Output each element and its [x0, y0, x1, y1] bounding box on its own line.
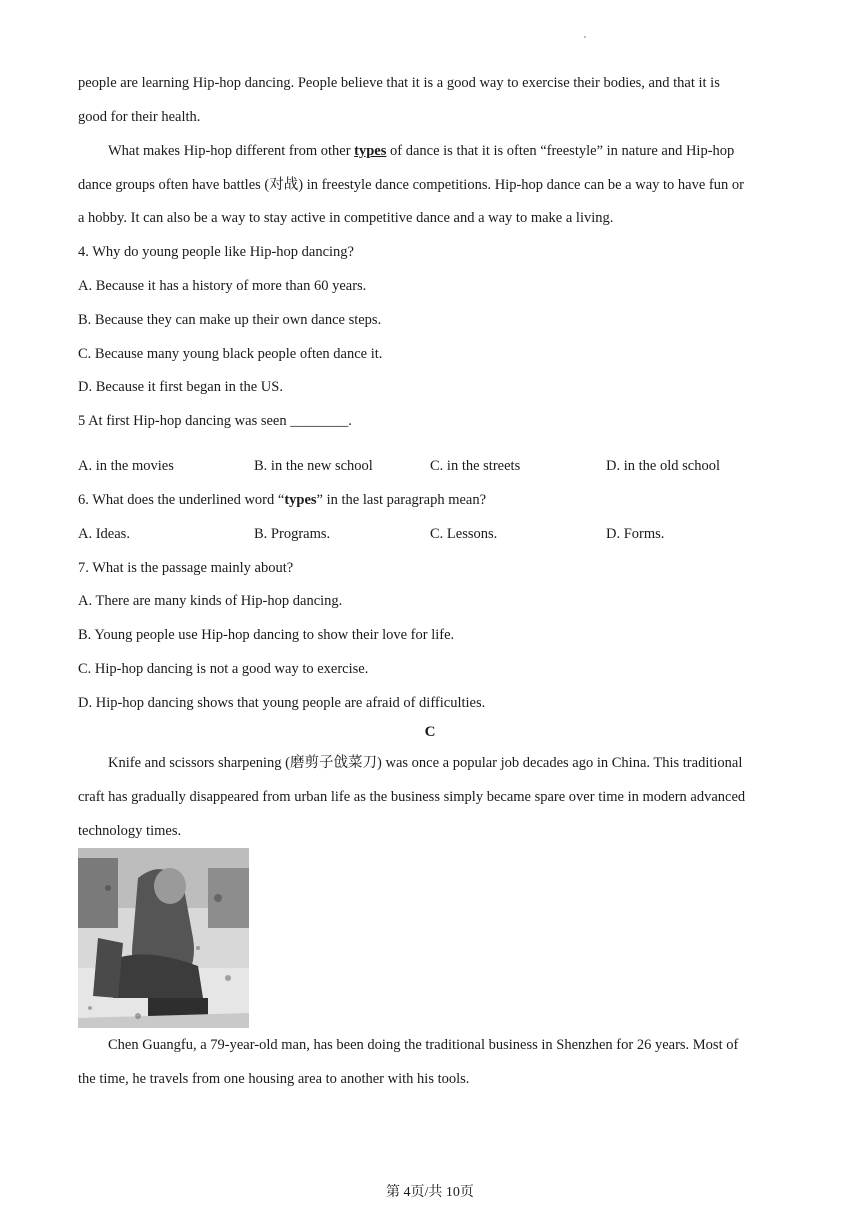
answer-option: A. Because it has a history of more than 60 years.: [78, 278, 367, 294]
answer-option: C. Hip-hop dancing is not a good way to exercise.: [78, 661, 369, 677]
question-stem: [78, 490, 486, 510]
question-stem: 5 At first Hip-hop dancing was seen ________.: [78, 413, 352, 429]
answer-option: A. in the movies: [78, 458, 174, 474]
answer-option: D. Because it first began in the US.: [78, 379, 283, 395]
answer-option: A. Ideas.: [78, 526, 130, 542]
answer-option: C. in the streets: [430, 458, 521, 474]
passage-line: craft has gradually disappeared from urban life as the business simply became spare over time in modern advanced: [78, 789, 746, 805]
passage-line: Knife and scissors sharpening (磨剪子戗菜刀) was once a popular job decades ago in China. This traditional: [108, 755, 743, 771]
passage-text: of dance is that it is often “freestyle” in nature and Hip-hop: [386, 143, 735, 159]
page-number: 第 4页/共 10页: [386, 1185, 474, 1200]
passage-line: good for their health.: [78, 109, 201, 125]
answer-option: A. There are many kinds of Hip-hop dancing.: [78, 593, 343, 609]
scan-speck: [584, 36, 586, 38]
answer-option: D. Forms.: [606, 526, 665, 542]
answer-option: D. Hip-hop dancing shows that young people are afraid of difficulties.: [78, 695, 486, 711]
answer-option: C. Lessons.: [430, 526, 498, 542]
passage-line: Chen Guangfu, a 79-year-old man, has been doing the traditional business in Shenzhen for 26 years. Most of: [108, 1037, 739, 1053]
answer-option: D. in the old school: [606, 458, 720, 474]
underlined-word: types: [354, 143, 387, 159]
answer-option: B. Programs.: [254, 526, 331, 542]
passage-line: the time, he travels from one housing area to another with his tools.: [78, 1071, 470, 1087]
question-stem: 7. What is the passage mainly about?: [78, 560, 294, 576]
passage-line: people are learning Hip-hop dancing. People believe that it is a good way to exercise their bodies, and that it is: [78, 75, 720, 91]
passage-line: dance groups often have battles (对战) in freestyle dance competitions. Hip-hop dance can be a way to have fun or: [78, 177, 744, 193]
question-text: ” in the last paragraph mean?: [316, 492, 487, 508]
sharpener-photo: [78, 848, 249, 1028]
passage-line: a hobby. It can also be a way to stay active in competitive dance and a way to make a living.: [78, 210, 614, 226]
answer-option: B. in the new school: [254, 458, 373, 474]
answer-option: C. Because many young black people often dance it.: [78, 346, 383, 362]
question-stem: 4. Why do young people like Hip-hop dancing?: [78, 244, 354, 260]
question-text: 6. What does the underlined word “: [78, 492, 285, 508]
passage-text: What makes Hip-hop different from other: [108, 143, 355, 159]
bold-word: types: [284, 492, 317, 508]
passage-line: [108, 141, 734, 161]
section-heading: C: [424, 724, 436, 740]
passage-line: technology times.: [78, 823, 182, 839]
answer-option: B. Young people use Hip-hop dancing to show their love for life.: [78, 627, 455, 643]
answer-option: B. Because they can make up their own dance steps.: [78, 312, 382, 328]
